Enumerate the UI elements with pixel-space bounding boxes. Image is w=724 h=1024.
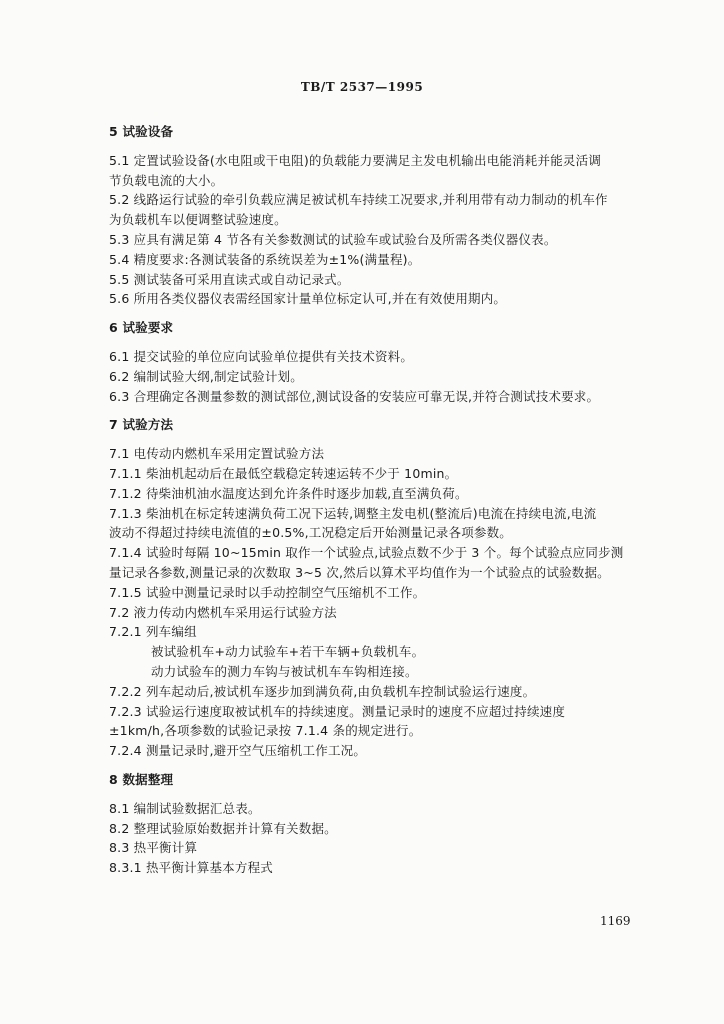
paragraph-line: [109, 250, 649, 270]
clause-number: 5: [109, 124, 118, 139]
clause-number: 8.3.1: [109, 860, 142, 876]
paragraph-line: [109, 347, 649, 367]
paragraph-line: [109, 464, 649, 484]
clause-text: 动力试验车的测力车钩与被试机车车钩相连接。: [151, 663, 418, 679]
clause-number: 5.2: [109, 192, 130, 208]
clause-text: 热平衡计算: [129, 840, 198, 856]
clause-text: 液力传动内燃机车采用运行试验方法: [129, 604, 337, 620]
paragraph-line: [109, 662, 649, 682]
section-heading: [109, 122, 649, 142]
clause-text: 试验运行速度取被试机车的持续速度。测量记录时的速度不应超过持续速度: [141, 703, 566, 719]
paragraph-line: [109, 702, 649, 722]
clause-number: 6.2: [109, 368, 130, 384]
clause-text: 试验要求: [117, 320, 174, 336]
clause-text: 柴油机在标定转速满负荷工况下运转,调整主发电机(整流后)电流在持续电流,电流: [141, 505, 597, 521]
paragraph-line: [109, 504, 649, 524]
clause-number: 8.1: [109, 800, 130, 816]
section-heading: [109, 318, 649, 338]
clause-number: 5.5: [109, 271, 130, 287]
clause-text: 精度要求:各测试装备的系统误差为±1%(满量程)。: [129, 251, 421, 267]
clause-text: 波动不得超过持续电流值的±0.5%,工况稳定后开始测量记录各项参数。: [109, 525, 513, 541]
paragraph-line: [109, 387, 649, 407]
paragraph-line: [109, 858, 649, 878]
clause-number: 7.2.2: [109, 683, 142, 699]
section-heading: [109, 415, 649, 435]
clause-text: 提交试验的单位应向试验单位提供有关技术资料。: [129, 348, 414, 364]
clause-text: 所用各类仪器仪表需经国家计量单位标定认可,并在有效使用期内。: [129, 291, 507, 307]
paragraph-line: [109, 171, 649, 191]
clause-number: 8.2: [109, 820, 130, 836]
clause-text: 电传动内燃机车采用定置试验方法: [129, 446, 325, 462]
paragraph-line: [109, 543, 649, 563]
clause-number: 5.1: [109, 152, 130, 168]
clause-text: 测量记录时,避开空气压缩机工作工况。: [141, 743, 367, 759]
clause-number: 8.3: [109, 840, 130, 856]
paragraph-line: [109, 799, 649, 819]
paragraph-line: [109, 838, 649, 858]
clause-text: 合理确定各测量参数的测试部位,测试设备的安装应可靠无误,并符合测试技术要求。: [129, 388, 600, 404]
paragraph-line: [109, 210, 649, 230]
paragraph-line: [109, 484, 649, 504]
clause-text: 被试验机车+动力试验车+若干车辆+负载机车。: [151, 644, 425, 660]
document-body: [109, 122, 649, 878]
clause-text: ±1km/h,各项参数的试验记录按 7.1.4 条的规定进行。: [109, 723, 422, 739]
clause-text: 热平衡计算基本方程式: [141, 860, 273, 876]
clause-text: 试验方法: [117, 417, 174, 433]
page-number: 1169: [600, 914, 631, 928]
clause-number: 5.6: [109, 291, 130, 307]
paragraph-line: [109, 741, 649, 761]
paragraph-line: [109, 151, 649, 171]
clause-text: 编制试验大纲,制定试验计划。: [129, 368, 303, 384]
clause-text: 柴油机起动后在最低空载稳定转速运转不少于 10min。: [141, 465, 458, 481]
paragraph-line: [109, 230, 649, 250]
section-heading: [109, 770, 649, 790]
paragraph-line: [109, 563, 649, 583]
clause-number: 7: [109, 417, 118, 433]
clause-number: 7.1.5: [109, 584, 142, 600]
clause-text: 试验设备: [117, 124, 174, 139]
paragraph-line: [109, 289, 649, 309]
paragraph-line: [109, 190, 649, 210]
clause-number: 7.1.4: [109, 545, 142, 561]
clause-text: 线路运行试验的牵引负载应满足被试机车持续工况要求,并利用带有动力制动的机车作: [129, 192, 608, 208]
clause-text: 定置试验设备(水电阻或干电阻)的负载能力要满足主发电机输出电能消耗并能灵活调: [129, 152, 602, 168]
clause-number: 7.2: [109, 604, 130, 620]
clause-number: 7.1.1: [109, 465, 142, 481]
clause-text: 列车起动后,被试机车逐步加到满负荷,由负载机车控制试验运行速度。: [141, 683, 536, 699]
clause-text: 数据整理: [117, 771, 174, 787]
clause-text: 测试装备可采用直读式或自动记录式。: [129, 271, 350, 287]
clause-number: 7.1.3: [109, 505, 142, 521]
clause-text: 量记录各参数,测量记录的次数取 3~5 次,然后以算术平均值作为一个试验点的试验数据。: [109, 564, 610, 580]
paragraph-line: [109, 270, 649, 290]
clause-text: 应具有满足第 4 节各有关参数测试的试验车或试验台及所需各类仪器仪表。: [129, 231, 557, 247]
clause-number: 7.1.2: [109, 485, 142, 501]
clause-number: 5.3: [109, 231, 130, 247]
clause-text: 列车编组: [141, 624, 197, 640]
paragraph-line: [109, 523, 649, 543]
clause-text: 整理试验原始数据并计算有关数据。: [129, 820, 337, 836]
paragraph-line: [109, 603, 649, 623]
standard-code-header: TB/T 2537—1995: [300, 80, 424, 94]
paragraph-line: [109, 819, 649, 839]
clause-number: 6: [109, 320, 118, 336]
clause-text: 试验中测量记录时以手动控制空气压缩机不工作。: [141, 584, 426, 600]
clause-text: 试验时每隔 10~15min 取作一个试验点,试验点数不少于 3 个。每个试验点应同步测: [141, 545, 624, 561]
clause-number: 7.2.4: [109, 743, 142, 759]
paragraph-line: [109, 642, 649, 662]
clause-number: 6.3: [109, 388, 130, 404]
clause-text: 编制试验数据汇总表。: [129, 800, 261, 816]
paragraph-line: [109, 583, 649, 603]
paragraph-line: [109, 622, 649, 642]
clause-text: 节负载电流的大小。: [109, 172, 224, 188]
clause-number: 7.2.1: [109, 624, 142, 640]
clause-number: 7.2.3: [109, 703, 142, 719]
paragraph-line: [109, 682, 649, 702]
paragraph-line: [109, 444, 649, 464]
clause-text: 为负载机车以便调整试验速度。: [109, 212, 287, 228]
clause-number: 8: [109, 771, 118, 787]
paragraph-line: [109, 721, 649, 741]
clause-number: 6.1: [109, 348, 130, 364]
clause-text: 待柴油机油水温度达到允许条件时逐步加载,直至满负荷。: [141, 485, 468, 501]
clause-number: 5.4: [109, 251, 130, 267]
clause-number: 7.1: [109, 446, 130, 462]
paragraph-line: [109, 367, 649, 387]
